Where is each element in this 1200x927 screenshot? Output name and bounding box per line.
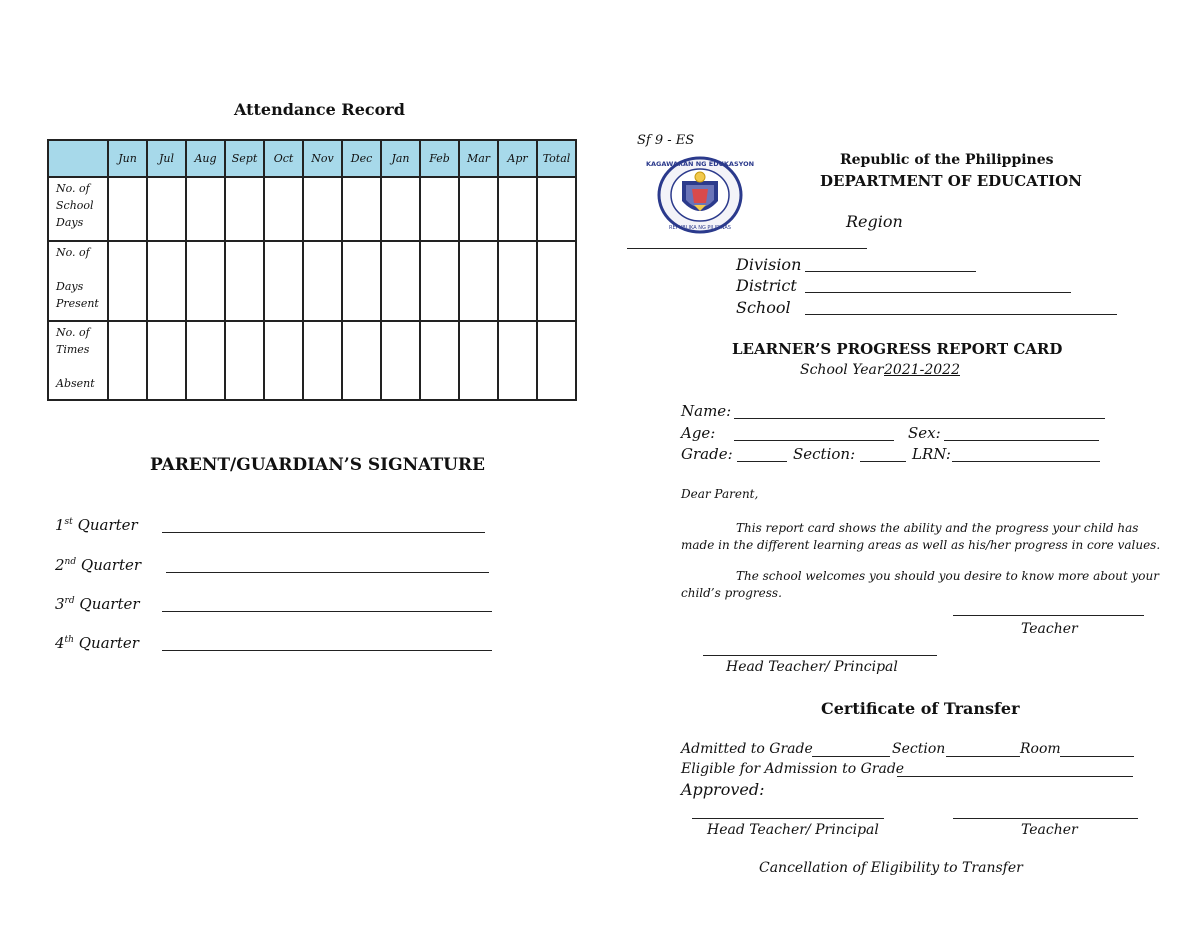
section-label: Section:	[793, 445, 856, 463]
room-line[interactable]	[1060, 756, 1134, 757]
school-line[interactable]	[805, 314, 1117, 315]
row-label-line	[56, 358, 103, 375]
attendance-cell[interactable]	[225, 241, 264, 321]
row-label-line: Absent	[56, 377, 95, 390]
quarter-suffix: st	[64, 517, 73, 527]
attendance-cell[interactable]	[225, 177, 264, 241]
cancellation-label: Cancellation of Eligibility to Transfer	[759, 860, 1023, 876]
paragraph-1-line-1: This report card shows the ability and the progress your child has	[736, 521, 1139, 535]
age-line[interactable]	[734, 440, 894, 441]
row-label-line: Days	[56, 280, 84, 293]
transfer-teacher-label: Teacher	[1021, 822, 1078, 838]
name-label: Name:	[681, 402, 732, 420]
signature-title: PARENT/GUARDIAN’S SIGNATURE	[150, 455, 486, 475]
attendance-cell[interactable]	[342, 241, 381, 321]
quarter-3-label	[55, 595, 140, 613]
row-label	[48, 177, 108, 241]
paragraph-1-line-2: made in the different learning areas as well as his/her progress in core values.	[681, 538, 1161, 552]
teacher-label: Teacher	[1021, 621, 1078, 637]
month-header: Jan	[381, 140, 420, 177]
quarter-num: 3	[55, 595, 65, 613]
republic-label: Republic of the Philippines	[840, 152, 1054, 168]
school-year-value: 2021-2022	[884, 362, 960, 378]
quarter-word: Quarter	[78, 634, 139, 652]
row-label	[48, 321, 108, 400]
attendance-cell[interactable]	[381, 321, 420, 400]
transfer-section-line[interactable]	[946, 756, 1020, 757]
quarter-word: Quarter	[77, 516, 138, 534]
month-header: Jun	[108, 140, 147, 177]
attendance-cell[interactable]	[498, 177, 537, 241]
month-header: Sept	[225, 140, 264, 177]
greeting: Dear Parent,	[681, 487, 759, 501]
lrn-label: LRN:	[912, 445, 951, 463]
quarter-word: Quarter	[80, 556, 142, 574]
region-line[interactable]	[627, 248, 867, 249]
quarter-suffix: th	[64, 635, 74, 645]
certificate-title: Certificate of Transfer	[821, 699, 1020, 718]
region-label: Region	[846, 212, 903, 231]
month-header: Jul	[147, 140, 186, 177]
attendance-cell[interactable]	[342, 321, 381, 400]
attendance-cell[interactable]	[459, 241, 498, 321]
attendance-cell[interactable]	[498, 241, 537, 321]
attendance-cell[interactable]	[537, 321, 576, 400]
attendance-corner-cell	[48, 140, 108, 177]
month-header: Apr	[498, 140, 537, 177]
attendance-cell[interactable]	[303, 177, 342, 241]
quarter-num: 2	[55, 556, 65, 574]
room-label: Room	[1020, 741, 1061, 757]
attendance-row-school-days	[48, 177, 576, 241]
quarter-suffix: rd	[64, 596, 75, 606]
department-label: DEPARTMENT OF EDUCATION	[820, 172, 1082, 190]
quarter-1-label	[55, 516, 138, 534]
head-teacher-label: Head Teacher/ Principal	[726, 659, 898, 675]
attendance-cell[interactable]	[147, 177, 186, 241]
attendance-cell[interactable]	[420, 241, 459, 321]
attendance-cell[interactable]	[303, 321, 342, 400]
attendance-cell[interactable]	[459, 177, 498, 241]
transfer-head-line[interactable]	[692, 818, 884, 819]
month-header: Oct	[264, 140, 303, 177]
attendance-cell[interactable]	[147, 241, 186, 321]
sex-label: Sex:	[908, 424, 941, 442]
attendance-cell[interactable]	[108, 321, 147, 400]
head-signature-line[interactable]	[703, 655, 937, 656]
quarter-4-signature-line[interactable]	[162, 650, 492, 651]
transfer-head-label: Head Teacher/ Principal	[707, 822, 879, 838]
attendance-cell[interactable]	[264, 241, 303, 321]
quarter-4-label	[55, 634, 139, 652]
quarter-word: Quarter	[79, 595, 140, 613]
school-label: School	[736, 298, 791, 317]
eligible-grade-line[interactable]	[897, 776, 1133, 777]
section-line[interactable]	[860, 461, 906, 462]
attendance-cell[interactable]	[264, 177, 303, 241]
quarter-2-signature-line[interactable]	[166, 572, 489, 573]
quarter-num: 1	[55, 516, 65, 534]
lrn-line[interactable]	[952, 461, 1100, 462]
row-label-line: No. of	[56, 182, 90, 195]
attendance-cell[interactable]	[537, 241, 576, 321]
attendance-cell[interactable]	[108, 177, 147, 241]
attendance-cell[interactable]	[303, 241, 342, 321]
teacher-signature-line[interactable]	[953, 615, 1144, 616]
month-header: Dec	[342, 140, 381, 177]
quarter-num: 4	[55, 634, 65, 652]
attendance-table	[47, 139, 577, 401]
row-label	[48, 241, 108, 321]
month-header: Total	[537, 140, 576, 177]
name-line[interactable]	[734, 418, 1105, 419]
grade-label: Grade:	[681, 445, 733, 463]
row-label-line	[56, 261, 103, 278]
month-header: Mar	[459, 140, 498, 177]
row-label-line: No. of	[56, 326, 90, 339]
quarter-2-label	[55, 556, 141, 574]
attendance-row-times-absent	[48, 321, 576, 400]
sex-line[interactable]	[944, 440, 1099, 441]
attendance-header-row	[48, 140, 576, 177]
transfer-teacher-line[interactable]	[953, 818, 1138, 819]
report-card-title: LEARNER’S PROGRESS REPORT CARD	[732, 340, 1063, 358]
month-header: Aug	[186, 140, 225, 177]
row-label-line: Times	[56, 343, 90, 356]
attendance-cell[interactable]	[420, 177, 459, 241]
row-label-line: No. of	[56, 246, 90, 259]
paragraph-2-line-1: The school welcomes you should you desire to know more about your	[736, 569, 1159, 583]
quarter-suffix: nd	[64, 557, 77, 567]
age-label: Age:	[681, 424, 716, 442]
seal-text: KAGAWARAN NG EDUKASYON	[645, 160, 755, 168]
transfer-section-label: Section	[892, 741, 946, 757]
attendance-cell[interactable]	[264, 321, 303, 400]
month-header: Feb	[420, 140, 459, 177]
eligible-label: Eligible for Admission to Grade	[681, 761, 905, 777]
admitted-grade-line[interactable]	[812, 756, 890, 757]
attendance-title: Attendance Record	[234, 100, 405, 119]
attendance-cell[interactable]	[108, 241, 147, 321]
attendance-cell[interactable]	[186, 241, 225, 321]
division-line[interactable]	[805, 271, 976, 272]
attendance-cell[interactable]	[342, 177, 381, 241]
deped-seal-icon	[645, 155, 755, 235]
attendance-cell[interactable]	[537, 177, 576, 241]
paragraph-2-line-2: child’s progress.	[681, 586, 782, 600]
quarter-3-signature-line[interactable]	[162, 611, 492, 612]
grade-line[interactable]	[737, 461, 787, 462]
attendance-cell[interactable]	[459, 321, 498, 400]
row-label-line: Present	[56, 297, 99, 310]
attendance-cell[interactable]	[225, 321, 264, 400]
attendance-cell[interactable]	[381, 241, 420, 321]
division-label: Division	[736, 255, 802, 274]
district-line[interactable]	[805, 292, 1071, 293]
attendance-cell[interactable]	[147, 321, 186, 400]
attendance-cell[interactable]	[186, 321, 225, 400]
attendance-cell[interactable]	[186, 177, 225, 241]
school-year-label: School Year	[800, 362, 884, 378]
row-label-line: School	[56, 199, 94, 212]
district-label: District	[736, 276, 797, 295]
form-code: Sf 9 - ES	[637, 133, 695, 148]
row-label-line: Days	[56, 216, 84, 229]
attendance-cell[interactable]	[498, 321, 537, 400]
month-header: Nov	[303, 140, 342, 177]
admitted-label: Admitted to Grade	[681, 741, 813, 757]
quarter-1-signature-line[interactable]	[162, 532, 485, 533]
attendance-row-days-present	[48, 241, 576, 321]
attendance-cell[interactable]	[381, 177, 420, 241]
seal-bottom-text: REPUBLIKA NG PILIPINAS	[669, 225, 731, 231]
approved-label: Approved:	[681, 780, 765, 799]
attendance-cell[interactable]	[420, 321, 459, 400]
